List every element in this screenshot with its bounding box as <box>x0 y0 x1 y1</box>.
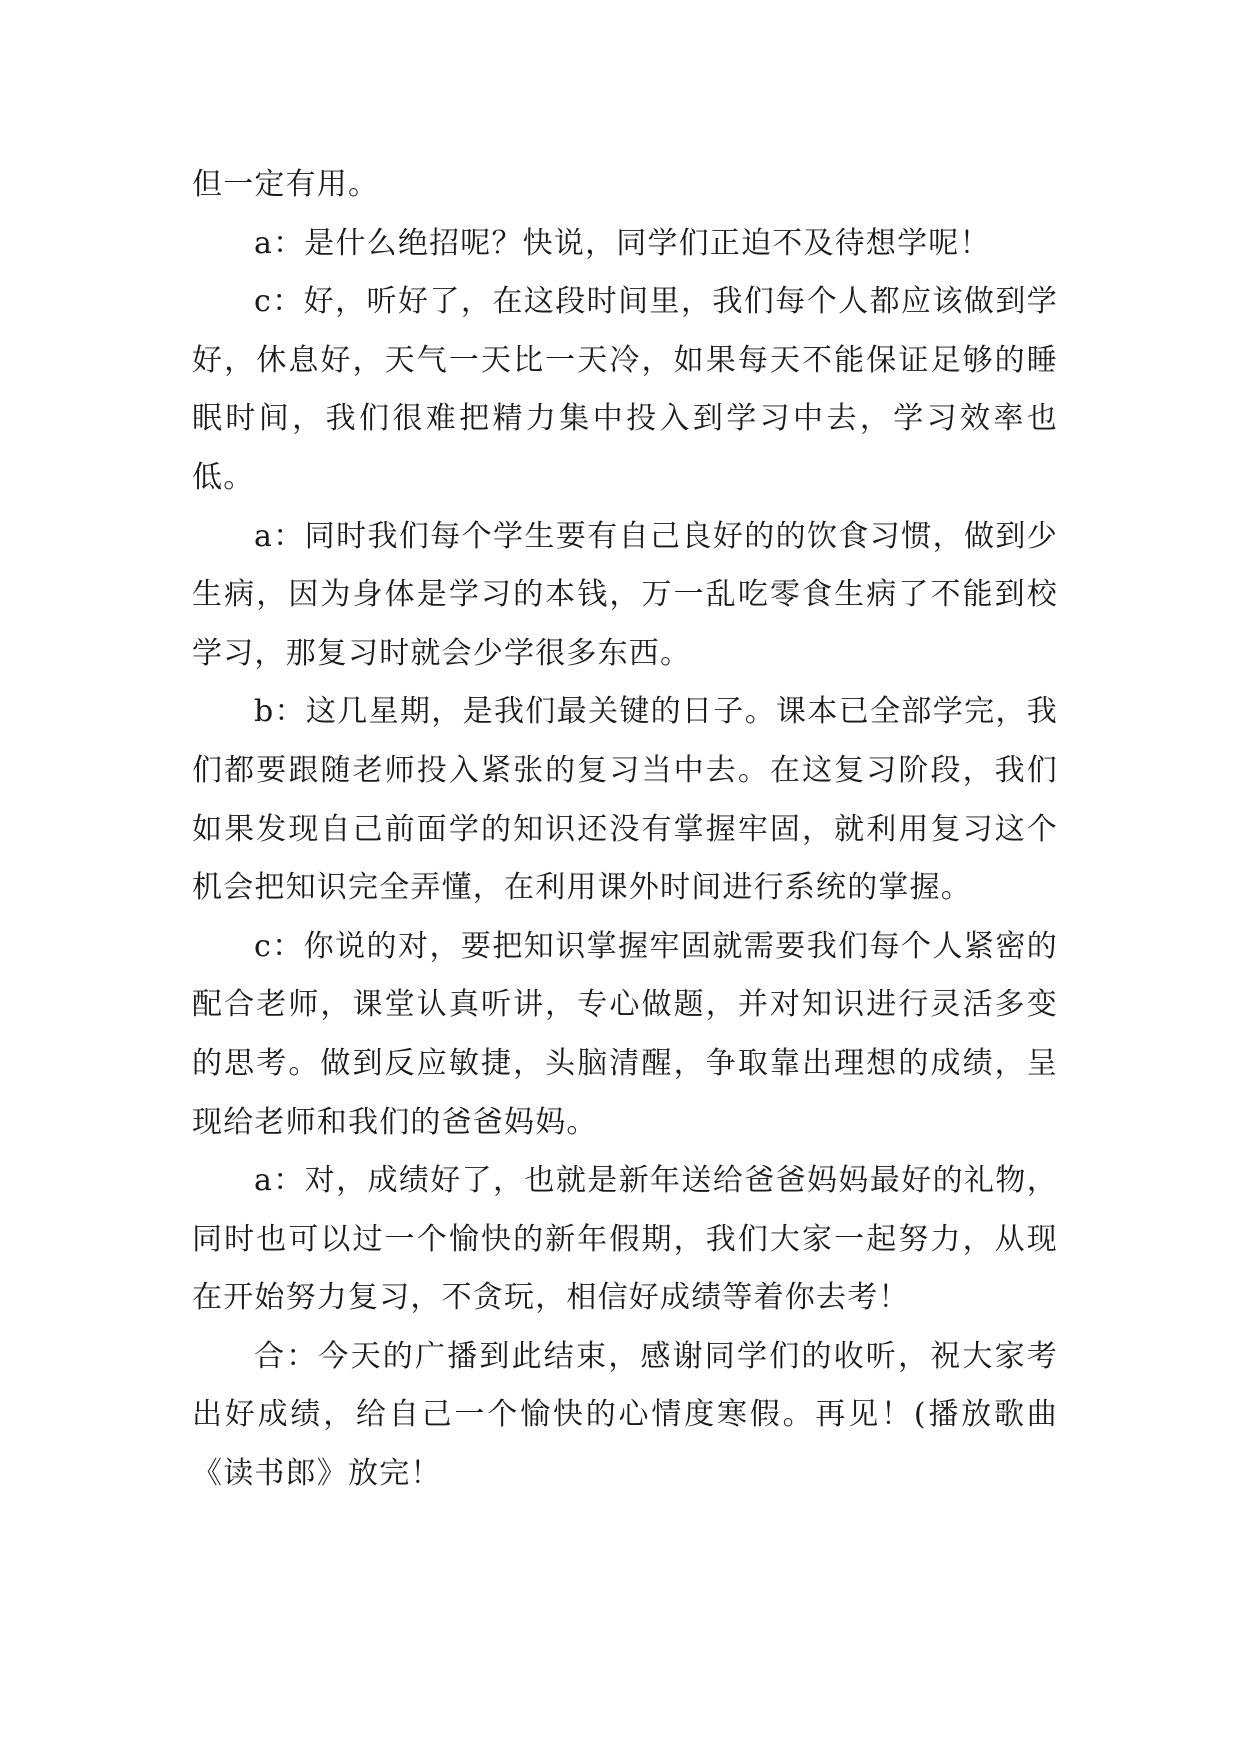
paragraph-c-sleep: c：好，听好了，在这段时间里，我们每个人都应该做到学好，休息好，天气一天比一天冷，如果每天不能保证足够的睡眠时间，我们很难把精力集中投入到学习中去，学习效率也低。 <box>192 284 1058 495</box>
paragraph-a-question: a：是什么绝招呢？快说，同学们正迫不及待想学呢！ <box>254 225 991 261</box>
paragraph-a-diet: a：同时我们每个学生要有自己良好的的饮食习惯，做到少生病，因为身体是学习的本钱，万一乱吃零食生病了不能到校学习，那复习时就会少学很多东西。 <box>192 518 1058 671</box>
paragraph-c-cooperate: c：你说的对，要把知识掌握牢固就需要我们每个人紧密的配合老师，课堂认真听讲，专心做题，并对知识进行灵活多变的思考。做到反应敏捷，头脑清醒，争取靠出理想的成绩，呈现给老师和我们的爸爸妈妈。 <box>192 928 1058 1140</box>
paragraph-closing: 合：今天的广播到此结束，感谢同学们的收听，祝大家考出好成绩，给自己一个愉快的心情度寒假。再见！(播放歌曲《读书郎》放完！ <box>192 1338 1058 1492</box>
document-body <box>192 156 1058 1504</box>
paragraph-a-new-year: a：对，成绩好了，也就是新年送给爸爸妈妈最好的礼物，同时也可以过一个愉快的新年假期，我们大家一起努力，从现在开始努力复习，不贪玩，相信好成绩等着你去考！ <box>192 1163 1058 1316</box>
paragraph-continuation: 但一定有用。 <box>192 167 380 202</box>
paragraph-b-review: b：这几星期，是我们最关键的日子。课本已全部学完，我们都要跟随老师投入紧张的复习当中去。在这复习阶段，我们如果发现自己前面学的知识还没有掌握牢固，就利用复习这个机会把知识完全弄懂，在利用课外时间进行系统的掌握。 <box>192 694 1058 906</box>
